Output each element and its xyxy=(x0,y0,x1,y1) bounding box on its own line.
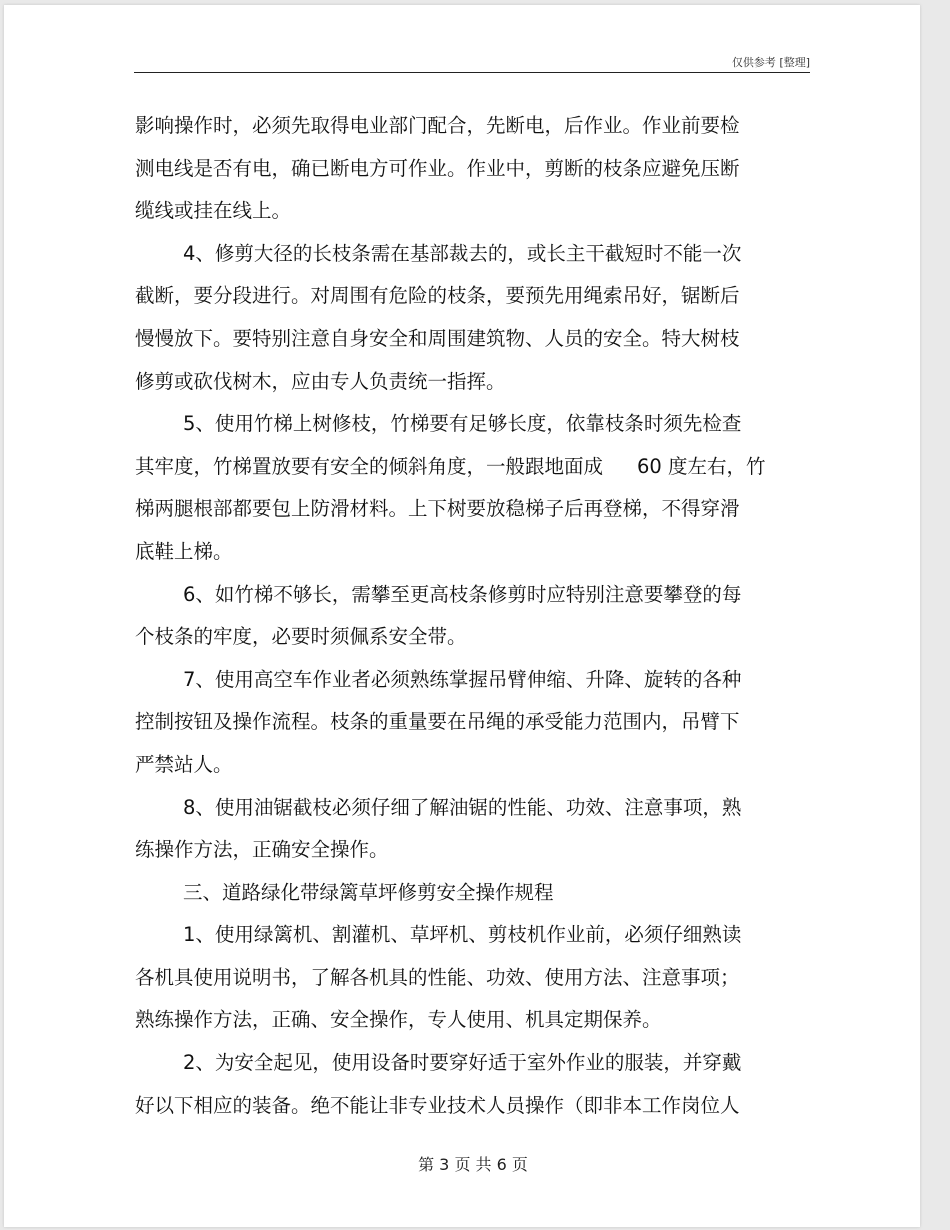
text-line: 2、为安全起见，使用设备时要穿好适于室外作业的服装，并穿戴 xyxy=(183,1051,742,1075)
header-text: 仅供参考 [整理] xyxy=(731,56,810,69)
text-line: 6、如竹梯不够长，需攀至更高枝条修剪时应特别注意要攀登的每 xyxy=(183,582,742,606)
text-line: 慢慢放下。要特别注意自身安全和周围建筑物、人员的安全。特大树枝 xyxy=(135,326,740,350)
text-line-with-tail xyxy=(135,446,775,489)
text-line: 影响操作时，必须先取得电业部门配合，先断电，后作业。作业前要检 xyxy=(135,114,740,137)
text-line: 7、使用高空车作业者必须熟练掌握吊臂伸缩、升降、旋转的各种 xyxy=(183,667,742,691)
text-line: 控制按钮及操作流程。枝条的重量要在吊绳的承受能力范围内，吊臂下 xyxy=(135,710,740,734)
text-line: 8、使用油锯截枝必须仔细了解油锯的性能、功效、注意事项，熟 xyxy=(183,795,742,819)
text-line: 梯两腿根部都要包上防滑材料。上下树要放稳梯子后再登梯，不得穿滑 xyxy=(135,497,740,521)
text-line: 练操作方法，正确安全操作。 xyxy=(135,838,389,862)
text-line: 缆线或挂在线上。 xyxy=(135,199,292,223)
page-header xyxy=(134,50,810,74)
text-line: 4、修剪大径的长枝条需在基部裁去的，或长主干截短时不能一次 xyxy=(183,241,742,265)
text-line: 个枝条的牢度，必要时须佩系安全带。 xyxy=(135,625,467,649)
text-line: 测电线是否有电，确已断电方可作业。作业中，剪断的枝条应避免压断 xyxy=(135,156,740,180)
text-line: 各机具使用说明书，了解各机具的性能、功效、使用方法、注意事项； xyxy=(135,965,740,989)
text-line: 底鞋上梯。 xyxy=(135,539,233,563)
text-line: 1、使用绿篱机、割灌机、草坪机、剪枝机作业前，必须仔细熟读 xyxy=(183,923,742,947)
page-number-footer: 第 3 页 共 6 页 xyxy=(418,1155,528,1174)
text-line: 熟练操作方法，正确、安全操作，专人使用、机具定期保养。 xyxy=(135,1008,662,1032)
text-line: 严禁站人。 xyxy=(135,752,233,776)
text-line-part: 其牢度，竹梯置放要有安全的倾斜角度，一般跟地面成 xyxy=(135,454,604,478)
text-line: 5、使用竹梯上树修枝，竹梯要有足够长度，依靠枝条时须先检查 xyxy=(183,412,742,436)
header-divider xyxy=(134,72,810,73)
text-line: 好以下相应的装备。绝不能让非专业技术人员操作（即非本工作岗位人 xyxy=(135,1093,740,1117)
section-heading: 三、道路绿化带绿篱草坪修剪安全操作规程 xyxy=(183,880,554,904)
text-line: 截断，要分段进行。对周围有危险的枝条，要预先用绳索吊好，锯断后 xyxy=(135,284,740,308)
document-body xyxy=(135,105,775,1127)
text-line-tail: 60 度左右，竹 xyxy=(637,454,766,478)
text-line: 修剪或砍伐树木，应由专人负责统一指挥。 xyxy=(135,369,506,393)
